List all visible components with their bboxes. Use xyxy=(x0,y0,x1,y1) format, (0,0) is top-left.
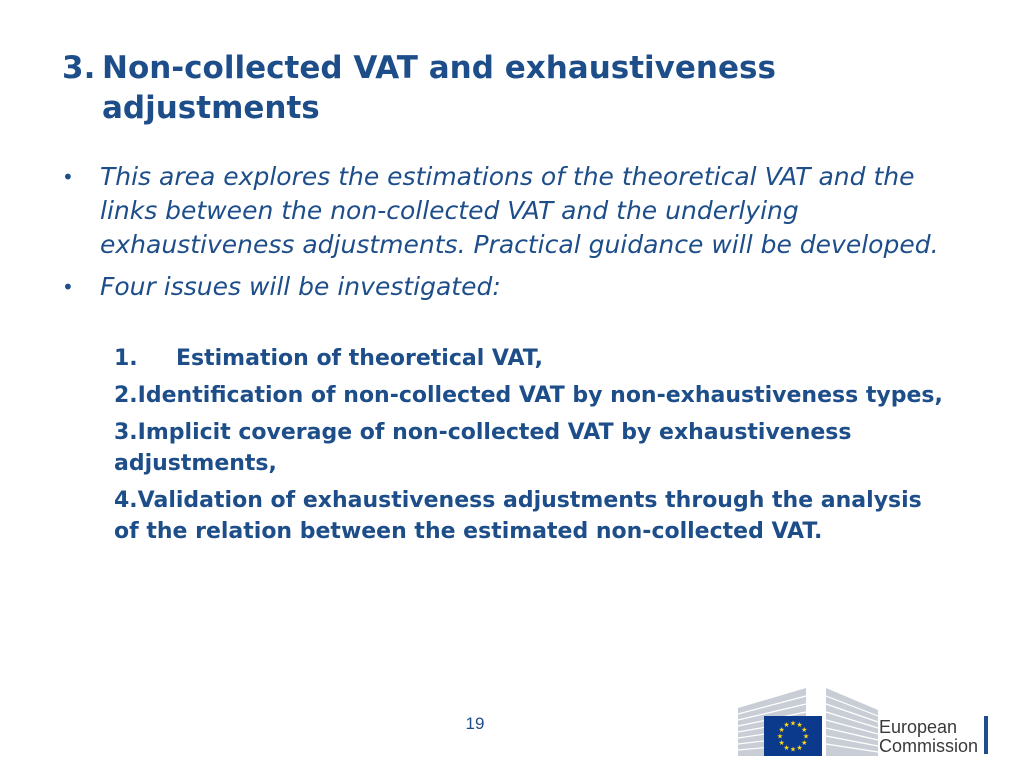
eu-star-icon: ★ xyxy=(778,739,785,747)
issue-number: 3. xyxy=(114,420,138,445)
eu-star-icon: ★ xyxy=(802,732,810,741)
bullet-item xyxy=(62,160,962,262)
eu-star-icon: ★ xyxy=(783,721,790,730)
eu-star-icon: ★ xyxy=(801,726,808,734)
title-line-1: Non-collected VAT and exhaustiveness xyxy=(102,50,776,86)
bullet-item xyxy=(62,270,962,304)
bullet-dot-icon: • xyxy=(62,165,74,189)
issue-item xyxy=(114,485,944,547)
title-number: 3. xyxy=(62,50,96,86)
issue-text: Identification of non-collected VAT by non-exhaustiveness types, xyxy=(137,383,943,408)
bullet-text: This area explores the estimations of the theoretical VAT and the links between the non-collected VAT and the underlying exhaustiveness adjustments. Practical guidance will be developed. xyxy=(100,162,939,259)
issue-text: Estimation of theoretical VAT, xyxy=(176,346,543,371)
issue-item xyxy=(114,380,944,411)
issue-item xyxy=(114,343,944,374)
issue-item xyxy=(114,417,944,479)
eu-star-icon: ★ xyxy=(776,732,784,741)
bullet-text: Four issues will be investigated: xyxy=(100,272,501,301)
eu-star-icon: ★ xyxy=(796,721,803,730)
eu-star-icon: ★ xyxy=(789,719,797,728)
eu-star-icon: ★ xyxy=(796,743,803,752)
title-line-2: adjustments xyxy=(102,90,320,126)
issue-list xyxy=(114,343,944,553)
issue-text: Validation of exhaustiveness adjustments through the analysis of the relation between the estimated non-collected VAT. xyxy=(114,488,922,544)
logo-line-commission: Commission xyxy=(879,736,979,756)
eu-star-icon: ★ xyxy=(783,743,790,752)
issue-number: 1. xyxy=(114,346,138,371)
logo-divider-bar xyxy=(984,716,988,754)
eu-star-icon: ★ xyxy=(801,739,808,747)
bullet-dot-icon: • xyxy=(62,275,74,299)
eu-star-icon: ★ xyxy=(778,726,785,734)
issue-number: 4. xyxy=(114,488,138,513)
issue-text: Implicit coverage of non-collected VAT by exhaustiveness adjustments, xyxy=(114,420,852,476)
page-number: 19 xyxy=(465,714,485,733)
logo-line-european: European xyxy=(879,717,958,737)
issue-number: 2. xyxy=(114,383,138,408)
bullet-list xyxy=(62,160,962,304)
european-commission-wordmark xyxy=(879,718,978,756)
eu-star-icon: ★ xyxy=(789,745,797,754)
slide-title xyxy=(62,48,962,128)
